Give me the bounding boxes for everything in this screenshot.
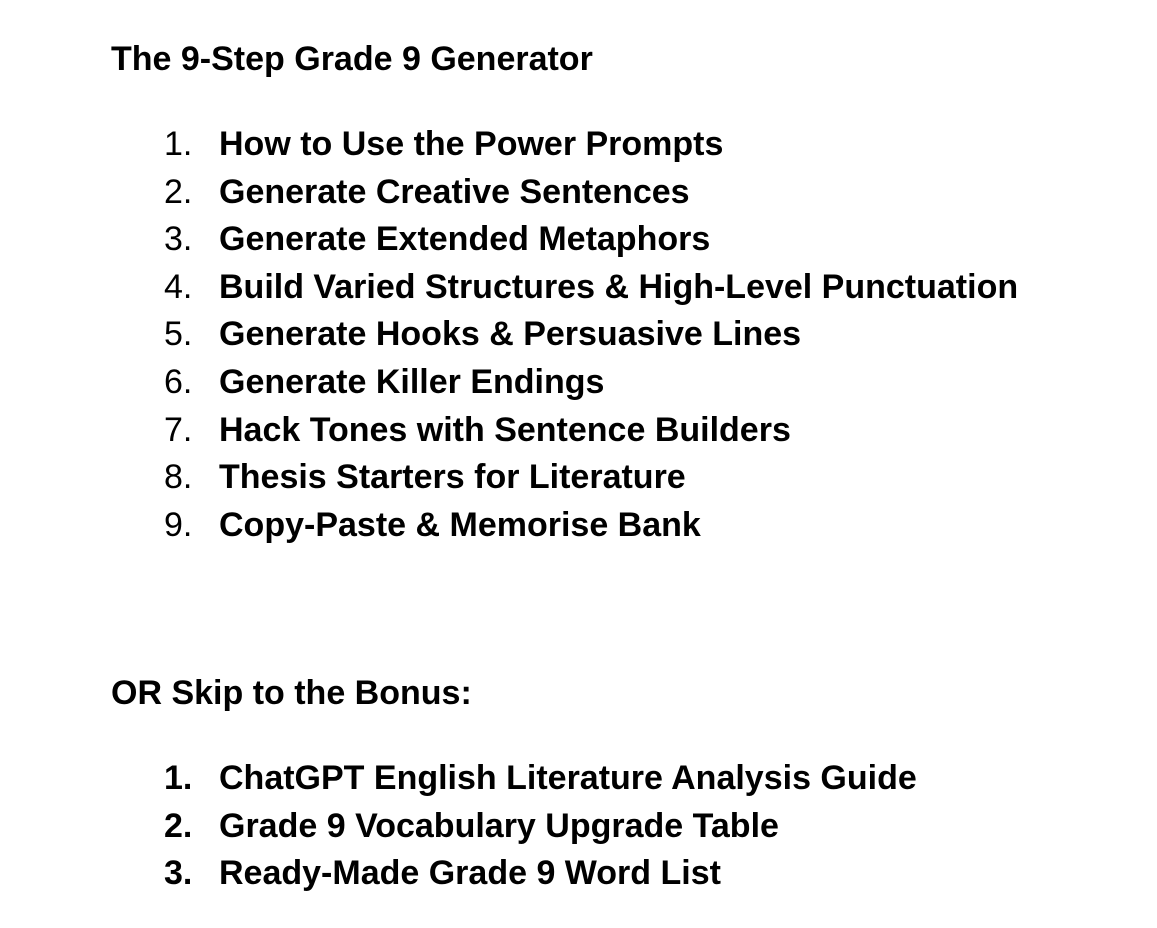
list-item-label[interactable]: Thesis Starters for Literature [219,458,686,497]
list-item-number: 9. [164,505,193,544]
list-item-label[interactable]: How to Use the Power Prompts [219,125,724,163]
list-item-number: 8. [164,458,193,497]
list-item-number: 5. [164,315,193,354]
list-item-number: 2. [164,172,193,211]
list-item-label[interactable]: ChatGPT English Literature Analysis Guide [219,759,917,797]
list-item-label[interactable]: Ready-Made Grade 9 Word List [219,854,721,893]
list-item-number: 7. [164,410,193,449]
list-item-label[interactable]: Generate Extended Metaphors [219,220,711,259]
bonus-section-title: OR Skip to the Bonus: [111,674,472,712]
list-item-number: 1. [164,125,193,163]
list-item-number: 3. [164,220,193,259]
list-item-number: 6. [164,362,193,401]
list-item-label[interactable]: Hack Tones with Sentence Builders [219,410,791,449]
list-item-label[interactable]: Generate Creative Sentences [219,172,690,211]
list-item-number: 2. [164,806,193,845]
list-item-number: 3. [164,854,193,893]
list-item-label[interactable]: Build Varied Structures & High-Level Punctuation [219,267,1019,306]
list-item-label[interactable]: Copy-Paste & Memorise Bank [219,505,701,544]
list-item-number: 4. [164,267,193,306]
list-item-label[interactable]: Grade 9 Vocabulary Upgrade Table [219,806,779,845]
main-section-title: The 9-Step Grade 9 Generator [111,40,593,78]
list-item-number: 1. [164,759,193,797]
list-item-label[interactable]: Generate Killer Endings [219,362,605,401]
list-item-label[interactable]: Generate Hooks & Persuasive Lines [219,315,802,354]
